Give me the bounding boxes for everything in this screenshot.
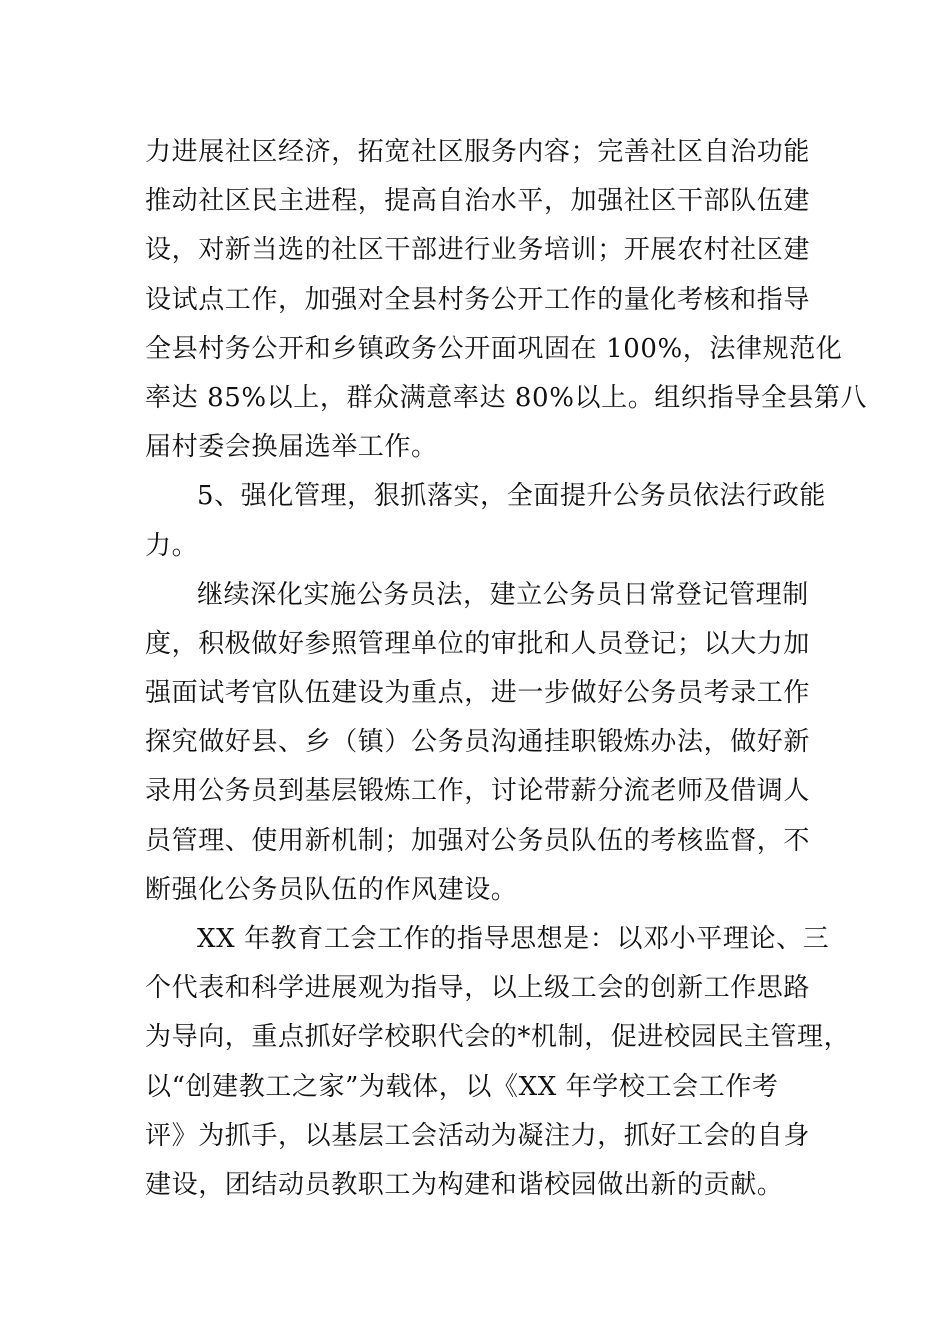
paragraph-community-work — [145, 128, 868, 472]
text-line: 探究做好县、乡（镇）公务员沟通挂职锻炼办法，做好新 — [145, 727, 811, 758]
paragraph-union-work — [145, 915, 851, 1210]
text-line: 设试点工作，加强对全县村务公开工作的量化考核和指导 — [145, 284, 811, 315]
text-line: 推动社区民主进程，提高自治水平，加强社区干部队伍建 — [145, 186, 811, 217]
text-line: 度，积极做好参照管理单位的审批和人员登记；以大力加 — [145, 628, 811, 659]
text-line: 断强化公务员队伍的作风建设。 — [145, 874, 518, 905]
text-line: 以“创建教工之家”为载体，以《XX 年学校工会工作考 — [145, 1071, 779, 1102]
paragraph-section-heading — [145, 472, 826, 570]
text-line: 录用公务员到基层锻炼工作，讨论带薪分流老师及借调人 — [145, 776, 811, 807]
text-line: 届村委会换届选举工作。 — [145, 432, 438, 463]
text-line: 设，对新当选的社区干部进行业务培训；开展农村社区建 — [145, 235, 811, 266]
text-line: 全县村务公开和乡镇政务公开面巩固在 100%，法律规范化 — [145, 333, 843, 364]
text-line: 率达 85%以上，群众满意率达 80%以上。组织指导全县第八 — [145, 382, 868, 413]
text-line: 建设，团结动员教职工为构建和谐校园做出新的贡献。 — [145, 1169, 784, 1200]
text-line: 个代表和科学进展观为指导，以上级工会的创新工作思路 — [145, 973, 811, 1004]
text-line: 5、强化管理，狠抓落实，全面提升公务员依法行政能 — [197, 481, 826, 512]
text-line: 为导向，重点抓好学校职代会的*机制，促进校园民主管理， — [145, 1022, 851, 1053]
document-body — [145, 128, 868, 1210]
text-line: 继续深化实施公务员法，建立公务员日常登记管理制 — [197, 579, 809, 610]
paragraph-civil-servant-work — [145, 571, 810, 915]
text-line: 强面试考官队伍建设为重点，进一步做好公务员考录工作 — [145, 678, 811, 709]
text-line: XX 年教育工会工作的指导思想是：以邓小平理论、三 — [197, 924, 830, 954]
text-line: 评》为抓手，以基层工会活动为凝注力，抓好工会的自身 — [145, 1120, 811, 1151]
text-line: 力进展社区经济，拓宽社区服务内容；完善社区自治功能 — [145, 137, 811, 167]
text-line: 员管理、使用新机制；加强对公务员队伍的考核监督，不 — [145, 825, 811, 856]
text-line: 力。 — [145, 530, 199, 561]
